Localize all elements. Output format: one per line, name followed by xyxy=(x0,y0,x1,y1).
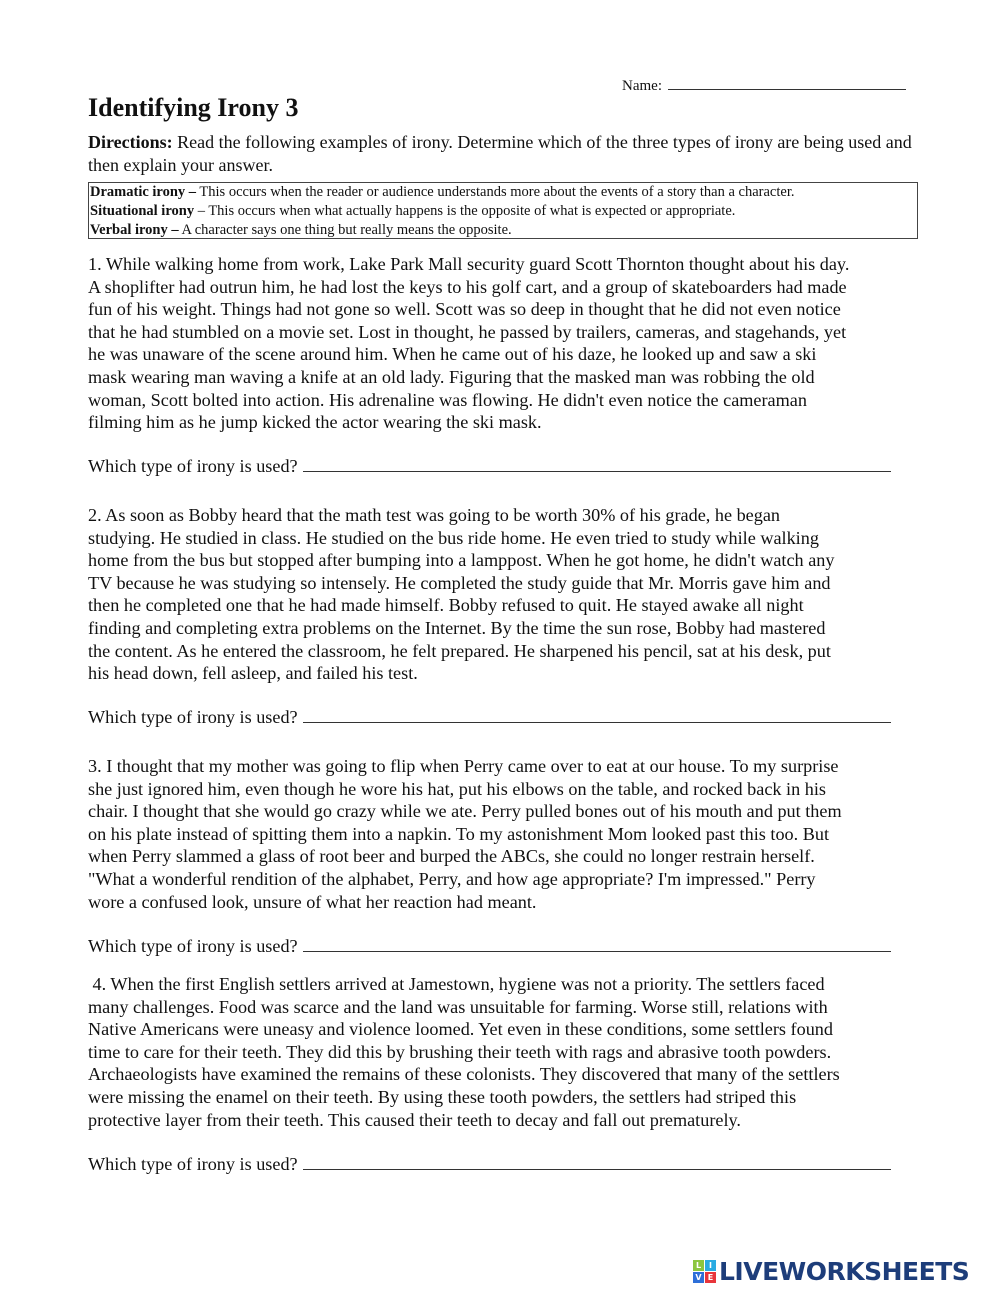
logo-tile: L xyxy=(693,1260,704,1271)
definition-term: Situational irony xyxy=(90,203,195,219)
passage-2 xyxy=(88,504,834,685)
question-label: Which type of irony is used? xyxy=(88,456,298,476)
passage-line: 1. While walking home from work, Lake Park Mall security guard Scott Thornton thought about his day. xyxy=(88,254,850,274)
question-label: Which type of irony is used? xyxy=(88,707,298,727)
passage-line: she just ignored him, even though he wore his hat, put his elbows on the table, and rocked back in his xyxy=(88,778,826,799)
directions-text: Read the following examples of irony. Determine which of the three types of irony are being used and then explain your answer. xyxy=(88,132,912,175)
passage-3 xyxy=(88,755,842,913)
passage-line: home from the bus but stopped after bumping into a lamppost. When he got home, he didn't watch any xyxy=(88,550,835,571)
passage-line: were missing the enamel on their teeth. By using these tooth powders, the settlers had striped this xyxy=(88,1086,797,1107)
passage-line: protective layer from their teeth. This caused their teeth to decay and fall out prematurely. xyxy=(88,1109,741,1130)
question-1[interactable] xyxy=(88,455,891,477)
question-label: Which type of irony is used? xyxy=(88,936,298,956)
question-label: Which type of irony is used? xyxy=(88,1154,298,1174)
answer-blank[interactable] xyxy=(303,1153,891,1170)
name-field[interactable] xyxy=(622,75,906,95)
logo-tile: V xyxy=(693,1272,704,1283)
passage-line: "What a wonderful rendition of the alphabet, Perry, and how age appropriate? I'm impressed." Perry xyxy=(88,868,816,889)
definition-verbal xyxy=(90,221,917,240)
passage-line: A shoplifter had outrun him, he had lost the keys to his golf cart, and a group of skateboarders had made xyxy=(88,276,847,297)
answer-blank[interactable] xyxy=(303,935,891,952)
logo-text: LIVEWORKSHEETS xyxy=(719,1257,970,1286)
passage-line: studying. He studied in class. He studied on the bus ride home. He even tried to study while walking xyxy=(88,527,819,548)
passage-line: woman, Scott bolted into action. His adrenaline was flowing. He didn't even notice the cameraman xyxy=(88,389,807,410)
passage-line: time to care for their teeth. They did this by brushing their teeth with rags and abrasive tooth powders. xyxy=(88,1041,832,1062)
passage-line: his head down, fell asleep, and failed his test. xyxy=(88,663,418,684)
liveworksheets-logo xyxy=(693,1257,969,1286)
directions-label: Directions: xyxy=(88,132,173,152)
passage-line: many challenges. Food was scarce and the land was unsuitable for farming. Worse still, relations with xyxy=(88,996,828,1017)
definition-text: A character says one thing but really means the opposite. xyxy=(178,222,512,238)
passage-line: when Perry slammed a glass of root beer and burped the ABCs, she could no longer restrain herself. xyxy=(88,846,815,867)
definition-term: Dramatic irony – xyxy=(90,184,197,200)
name-label: Name: xyxy=(622,78,662,94)
passage-line: wore a confused look, unsure of what her reaction had meant. xyxy=(88,891,537,912)
passage-line: he was unaware of the scene around him. When he came out of his daze, he looked up and saw a ski xyxy=(88,344,817,365)
passage-line: finding and completing extra problems on the Internet. By the time the sun rose, Bobby had mastered xyxy=(88,617,826,638)
passage-line: fun of his weight. Things had not gone so well. Scott was so deep in thought that he did not even notice xyxy=(88,299,841,320)
definition-text: This occurs when the reader or audience understands more about the events of a story than a character. xyxy=(196,184,795,200)
passage-line: Native Americans were uneasy and violence loomed. Yet even in these conditions, some settlers found xyxy=(88,1019,833,1040)
logo-tile: I xyxy=(705,1260,716,1271)
definitions-box xyxy=(88,182,918,239)
answer-blank[interactable] xyxy=(303,706,891,723)
passage-line: the content. As he entered the classroom, he felt prepared. He sharpened his pencil, sat at his desk, put xyxy=(88,640,831,661)
passage-line: filming him as he jump kicked the actor wearing the ski mask. xyxy=(88,412,542,433)
directions xyxy=(88,131,918,176)
passage-4 xyxy=(88,973,840,1131)
passage-line: TV because he was studying so intensely. He completed the study guide that Mr. Morris gave him and xyxy=(88,572,831,593)
definition-text: – This occurs when what actually happens is the opposite of what is expected or appropriate. xyxy=(194,203,736,219)
question-2[interactable] xyxy=(88,706,891,728)
passage-line: that he had stumbled on a movie set. Lost in thought, he passed by trailers, cameras, and stagehands, yet xyxy=(88,321,847,342)
passage-line: Archaeologists have examined the remains of these colonists. They discovered that many of the settlers xyxy=(88,1064,840,1085)
passage-line: chair. I thought that she would go crazy while we ate. Perry pulled bones out of his mouth and put them xyxy=(88,801,842,822)
page-title: Identifying Irony 3 xyxy=(88,93,299,122)
definition-situational xyxy=(90,202,917,221)
passage-line: 2. As soon as Bobby heard that the math test was going to be worth 30% of his grade, he began xyxy=(88,505,781,525)
question-4[interactable] xyxy=(88,1153,891,1175)
passage-line: 4. When the first English settlers arrived at Jamestown, hygiene was not a priority. The settlers faced xyxy=(88,974,825,994)
passage-line: on his plate instead of spitting them into a napkin. To my astonishment Mom looked past this too. But xyxy=(88,823,829,844)
question-3[interactable] xyxy=(88,935,891,957)
logo-tiles-icon xyxy=(693,1260,716,1283)
passage-line: 3. I thought that my mother was going to flip when Perry came over to eat at our house. To my surprise xyxy=(88,756,839,776)
logo-tile: E xyxy=(705,1272,716,1283)
definition-dramatic xyxy=(90,183,917,202)
passage-line: then he completed one that he had made himself. Bobby refused to quit. He stayed awake all night xyxy=(88,595,804,616)
name-blank[interactable] xyxy=(668,75,906,90)
passage-1 xyxy=(88,253,849,434)
definition-term: Verbal irony – xyxy=(90,222,179,238)
passage-line: mask wearing man waving a knife at an old lady. Figuring that the masked man was robbing the old xyxy=(88,366,815,387)
answer-blank[interactable] xyxy=(303,455,891,472)
